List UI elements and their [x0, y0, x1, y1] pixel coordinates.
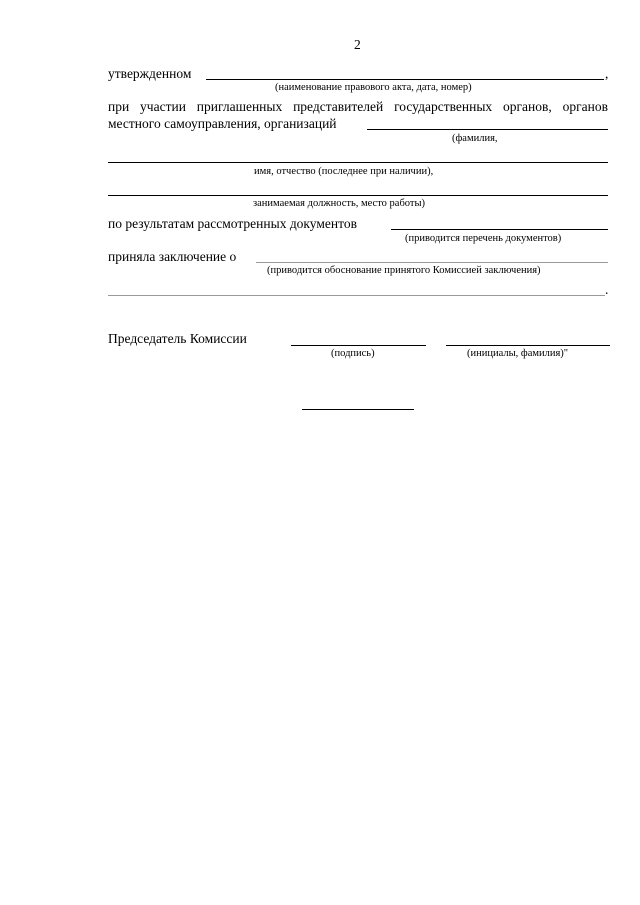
- participation-line-1: при участии приглашенных представителей государственных органов, органов: [108, 99, 608, 114]
- surname-caption: (фамилия,: [452, 133, 498, 144]
- signature-field: [291, 345, 426, 346]
- page-number: 2: [354, 37, 361, 52]
- conclusion-dot: .: [605, 282, 609, 297]
- approved-act-field: [206, 79, 604, 80]
- initials-caption: (инициалы, фамилия)": [467, 348, 569, 359]
- initials-field: [446, 345, 610, 346]
- conclusion-label: приняла заключение о: [108, 249, 237, 264]
- name-field: [108, 162, 608, 163]
- conclusion-caption: (приводится обоснование принятого Комиссией заключения): [267, 265, 541, 276]
- signature-caption: (подпись): [331, 348, 375, 359]
- approved-comma: ,: [605, 66, 609, 81]
- position-caption: занимаемая должность, место работы): [253, 198, 426, 209]
- approved-caption: (наименование правового акта, дата, номер): [275, 82, 472, 93]
- conclusion-field-continued: [108, 295, 605, 296]
- organizations-field: [367, 129, 608, 130]
- closing-separator: [302, 409, 414, 410]
- documents-label: по результатам рассмотренных документов: [108, 216, 357, 231]
- conclusion-field: [256, 262, 608, 263]
- position-field: [108, 195, 608, 196]
- documents-caption: (приводится перечень документов): [405, 233, 562, 244]
- participation-line-2: местного самоуправления, организаций: [108, 116, 337, 131]
- name-caption: имя, отчество (последнее при наличии),: [254, 166, 434, 177]
- chair-label: Председатель Комиссии: [108, 331, 247, 346]
- documents-field: [391, 229, 608, 230]
- approved-label: утвержденном: [108, 66, 192, 81]
